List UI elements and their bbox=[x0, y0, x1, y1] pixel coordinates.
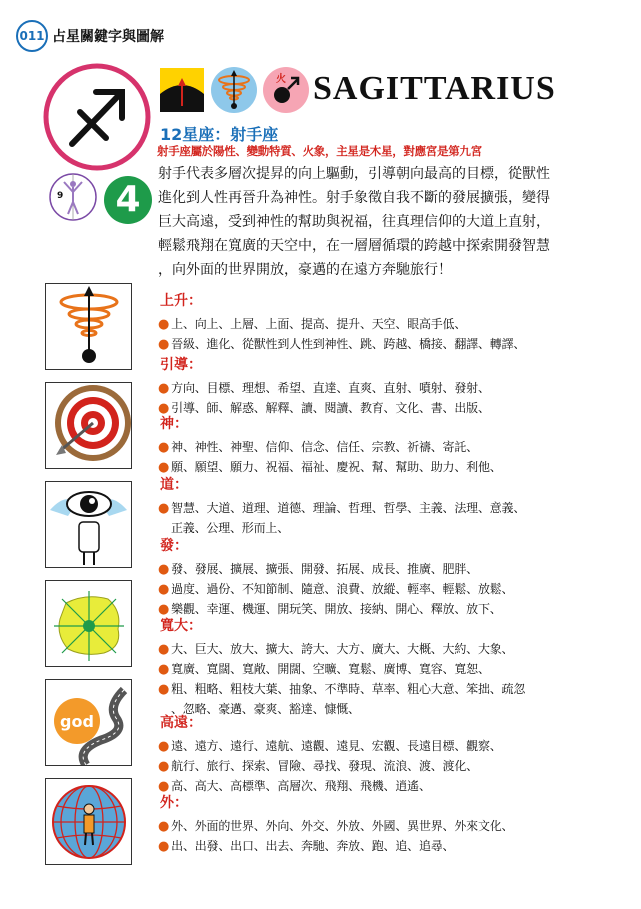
page-header bbox=[16, 20, 164, 52]
keyword-line: ● 樂觀、幸運、機運、開玩笑、開放、接納、開心、釋放、放下、 bbox=[158, 602, 502, 617]
keyword-line: ● 神、神性、神聖、信仰、信念、信任、宗教、祈禱、寄託、 bbox=[158, 440, 478, 455]
section-way bbox=[158, 476, 525, 538]
page-number: 011 bbox=[16, 20, 48, 52]
keyword-line: ● 方向、目標、理想、希望、直達、直爽、直射、噴射、發射、 bbox=[158, 381, 490, 396]
keyword-line: ● 晉級、進化、從獸性到人性到神性、跳、跨越、橋接、翻譯、轉譯、 bbox=[158, 337, 526, 352]
section-develop bbox=[158, 537, 513, 619]
intro-line: ，向外面的世界開放，豪邁的在遠方奔馳旅行！ bbox=[158, 262, 452, 278]
target-illustration bbox=[45, 382, 132, 469]
section-far bbox=[158, 714, 502, 796]
spiral-up-icon bbox=[210, 66, 258, 114]
section-outside bbox=[158, 794, 513, 856]
eye-angel-icon bbox=[46, 482, 131, 567]
spiral-arrow-illustration bbox=[45, 283, 132, 370]
section-heading: 上升： bbox=[160, 293, 202, 309]
section-heading: 高遠： bbox=[160, 715, 202, 731]
sagittarius-glyph-icon bbox=[42, 62, 152, 172]
god-road-illustration bbox=[45, 679, 132, 766]
keyword-line: ● 大、巨大、放大、擴大、誇大、大方、廣大、大概、大約、大象、 bbox=[158, 642, 514, 657]
section-guide bbox=[158, 356, 490, 418]
intro-line: 輕鬆飛翔在寬廣的天空中，在一層層循環的跨越中探索開發智慧 bbox=[158, 238, 550, 254]
section-heading: 道： bbox=[160, 477, 188, 493]
globe-illustration bbox=[45, 778, 132, 865]
keyword-line: 正義、公理、形而上、 bbox=[171, 521, 290, 535]
intro-paragraph bbox=[158, 162, 598, 282]
chapter-title: 占星關鍵字與圖解 bbox=[52, 29, 164, 45]
keyword-line: ● 上、向上、上層、上面、提高、提升、天空、眼高手低、 bbox=[158, 317, 467, 332]
section-broad bbox=[158, 617, 525, 719]
keyword-line: ● 高、高大、高標準、高層次、飛翔、飛機、逍遙、 bbox=[158, 779, 431, 794]
keyword-line: ● 遠、遠方、遠行、遠航、遠觀、遠見、宏觀、長遠目標、觀察、 bbox=[158, 739, 502, 754]
keyword-line: ● 發、發展、擴展、擴張、開發、拓展、成長、推廣、肥胖、 bbox=[158, 562, 478, 577]
keyword-line: ● 願、願望、願力、祝福、福祉、慶祝、幫、幫助、助力、利他、 bbox=[158, 460, 502, 475]
section-heading: 引導： bbox=[160, 357, 202, 373]
section-heading: 外： bbox=[160, 795, 188, 811]
fire-label: 火 bbox=[276, 74, 286, 85]
section-heading: 寬大： bbox=[160, 618, 202, 634]
intro-line: 射手代表多層次提昇的向上驅動，引導朝向最高的目標，從獸性 bbox=[158, 166, 550, 182]
house-number: 9 bbox=[57, 191, 64, 201]
intro-line: 巨大高遠，受到神性的幫助與祝福，往真理信仰的大道上直射， bbox=[158, 214, 550, 230]
keyword-line: ● 粗、粗略、粗枝大葉、抽象、不準時、草率、粗心大意、笨拙、疏忽 bbox=[158, 682, 526, 697]
ninth-house-figure-icon bbox=[48, 172, 98, 222]
sign-subtitle: 12星座：射手座 bbox=[160, 125, 279, 144]
section-rise bbox=[158, 292, 525, 354]
mars-icon bbox=[262, 66, 310, 114]
keyword-line: ● 寬廣、寬闊、寬敞、開闊、空曠、寬鬆、廣博、寬容、寬恕、 bbox=[158, 662, 490, 677]
section-heading: 神： bbox=[160, 416, 188, 432]
intro-line: 進化到人性再晉升為神性。射手象徵自我不斷的發展擴張，變得 bbox=[158, 190, 550, 206]
keyword-line: 、忽略、豪邁、豪爽、豁達、慷慨、 bbox=[171, 702, 360, 716]
keyword-line: ● 過度、過份、不知節制、隨意、浪費、放縱、輕率、輕鬆、放鬆、 bbox=[158, 582, 514, 597]
spiral-arrow-icon bbox=[46, 284, 131, 369]
keyword-line: ● 外、外面的世界、外向、外交、外放、外國、異世界、外來文化、 bbox=[158, 819, 514, 834]
sign-title: SAGITTARIUS bbox=[313, 70, 556, 107]
sunrise-icon bbox=[160, 68, 204, 112]
sign-attributes: 射手座屬於陽性、變動特質、火象，主星是木星，對應宮是第九宮 bbox=[157, 144, 482, 158]
eye-angel-illustration bbox=[45, 481, 132, 568]
target-arrow-icon bbox=[46, 383, 131, 468]
jupiter-icon: 4 bbox=[104, 176, 152, 224]
god-sun-icon: god bbox=[54, 698, 100, 744]
section-divine bbox=[158, 415, 502, 477]
ninth-house-badge bbox=[48, 172, 98, 222]
expansion-illustration bbox=[45, 580, 132, 667]
globe-person-icon bbox=[46, 779, 131, 864]
keyword-line: ● 航行、旅行、探索、冒險、尋找、發現、流浪、渡、渡化、 bbox=[158, 759, 478, 774]
keyword-line: ● 智慧、大道、道理、道德、理論、哲理、哲學、主義、法理、意義、 bbox=[158, 501, 526, 516]
section-heading: 發： bbox=[160, 538, 188, 554]
keyword-line: ● 出、出發、出口、出去、奔馳、奔放、跑、追、追尋、 bbox=[158, 839, 455, 854]
expansion-blob-icon bbox=[46, 581, 131, 666]
mars-fire-badge bbox=[262, 66, 310, 114]
keyword-line: ● 引導、師、解惑、解釋、讀、閱讀、教育、文化、書、出版、 bbox=[158, 401, 490, 416]
